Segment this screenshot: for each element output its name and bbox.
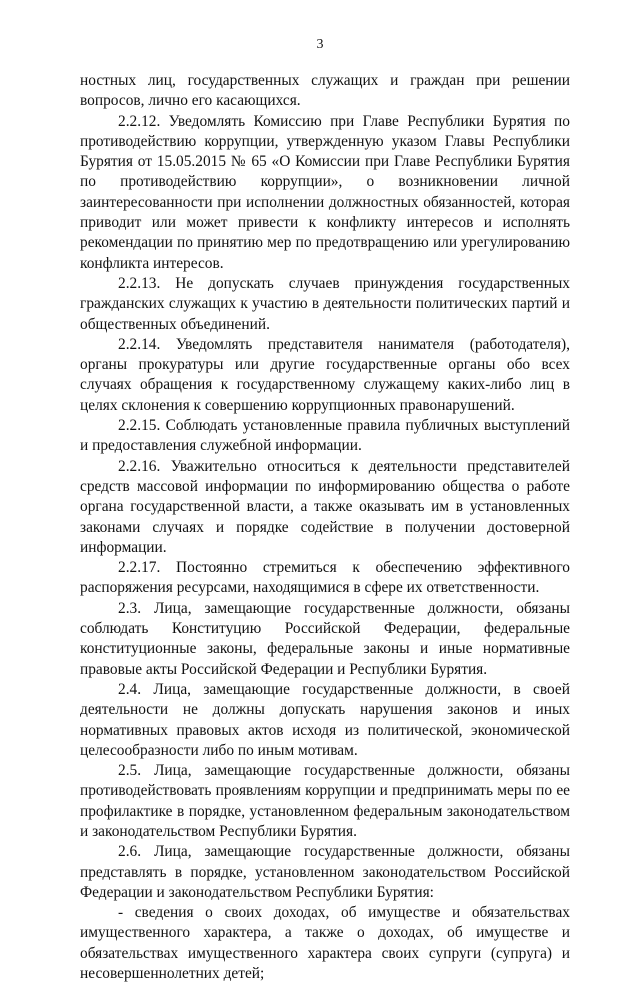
paragraph-2-2-17: 2.2.17. Постоянно стремиться к обеспечению эффективного распоряжения ресурсами, находящимися в сфере их ответственности. <box>80 559 570 597</box>
list-item-income-info: - сведения о своих доходах, об имуществе и обязательствах имущественного характера, а также о доходах, об имуществе и обязательствах имущественного характера своих супруги (супруга) и несовершеннолетних детей; <box>80 904 570 983</box>
paragraph-2-2-14: 2.2.14. Уведомлять представителя нанимателя (работодателя), органы прокуратуры или другие государственные органы обо всех случаях обращения к государственному служащему каких-либо лиц в целях склонения к совершению коррупционных правонарушений. <box>80 335 570 414</box>
paragraph-2-3: 2.3. Лица, замещающие государственные должности, обязаны соблюдать Конституцию Российской Федерации, федеральные конституционные законы, федеральные законы и иные нормативные правовые акты Российской Федерации и Республики Бурятия. <box>80 599 570 678</box>
paragraph-2-2-12: 2.2.12. Уведомлять Комиссию при Главе Республики Бурятия по противодействию коррупции, утвержденную указом Главы Республики Бурятия от 15.05.2015 № 65 «О Комиссии при Главе Республики Бурятия по противодействию коррупции», о возникновении личной заинтересованности при исполнении должностных обязанностей, которая приводит или может привести к конфликту интересов и исполнять рекомендации по принятию мер по предотвращению или урегулированию конфликта интересов. <box>80 112 570 272</box>
paragraph-2-5: 2.5. Лица, замещающие государственные должности, обязаны противодействовать проявлениям коррупции и предпринимать меры по ее профилактике в порядке, установленном федеральным законодательством и законодательством Республики Бурятия. <box>80 762 570 840</box>
page-number: 3 <box>316 37 324 52</box>
paragraph-2-6: 2.6. Лица, замещающие государственные должности, обязаны представлять в порядке, установленном законодательством Российской Федерации и законодательством Республики Бурятия: <box>80 843 570 901</box>
paragraph-continuation: ностных лиц, государственных служащих и граждан при решении вопросов, лично его касающихся. <box>80 72 570 110</box>
paragraph-2-4: 2.4. Лица, замещающие государственные должности, в своей деятельности не должны допускать нарушения законов и иных нормативных правовых актов исходя из политической, экономической целесообразности либо по иным мотивам. <box>80 680 570 759</box>
paragraph-2-2-16: 2.2.16. Уважительно относиться к деятельности представителей средств массовой информации по информированию общества о работе органа государственной власти, а также оказывать им в установленных законами случаях и порядке содействие в получении достоверной информации. <box>80 457 570 556</box>
document-body <box>80 71 570 984</box>
paragraph-2-2-13: 2.2.13. Не допускать случаев принуждения государственных гражданских служащих к участию в деятельности политических партий и общественных объединений. <box>80 274 570 333</box>
paragraph-2-2-15: 2.2.15. Соблюдать установленные правила публичных выступлений и предоставления служебной информации. <box>80 417 570 455</box>
